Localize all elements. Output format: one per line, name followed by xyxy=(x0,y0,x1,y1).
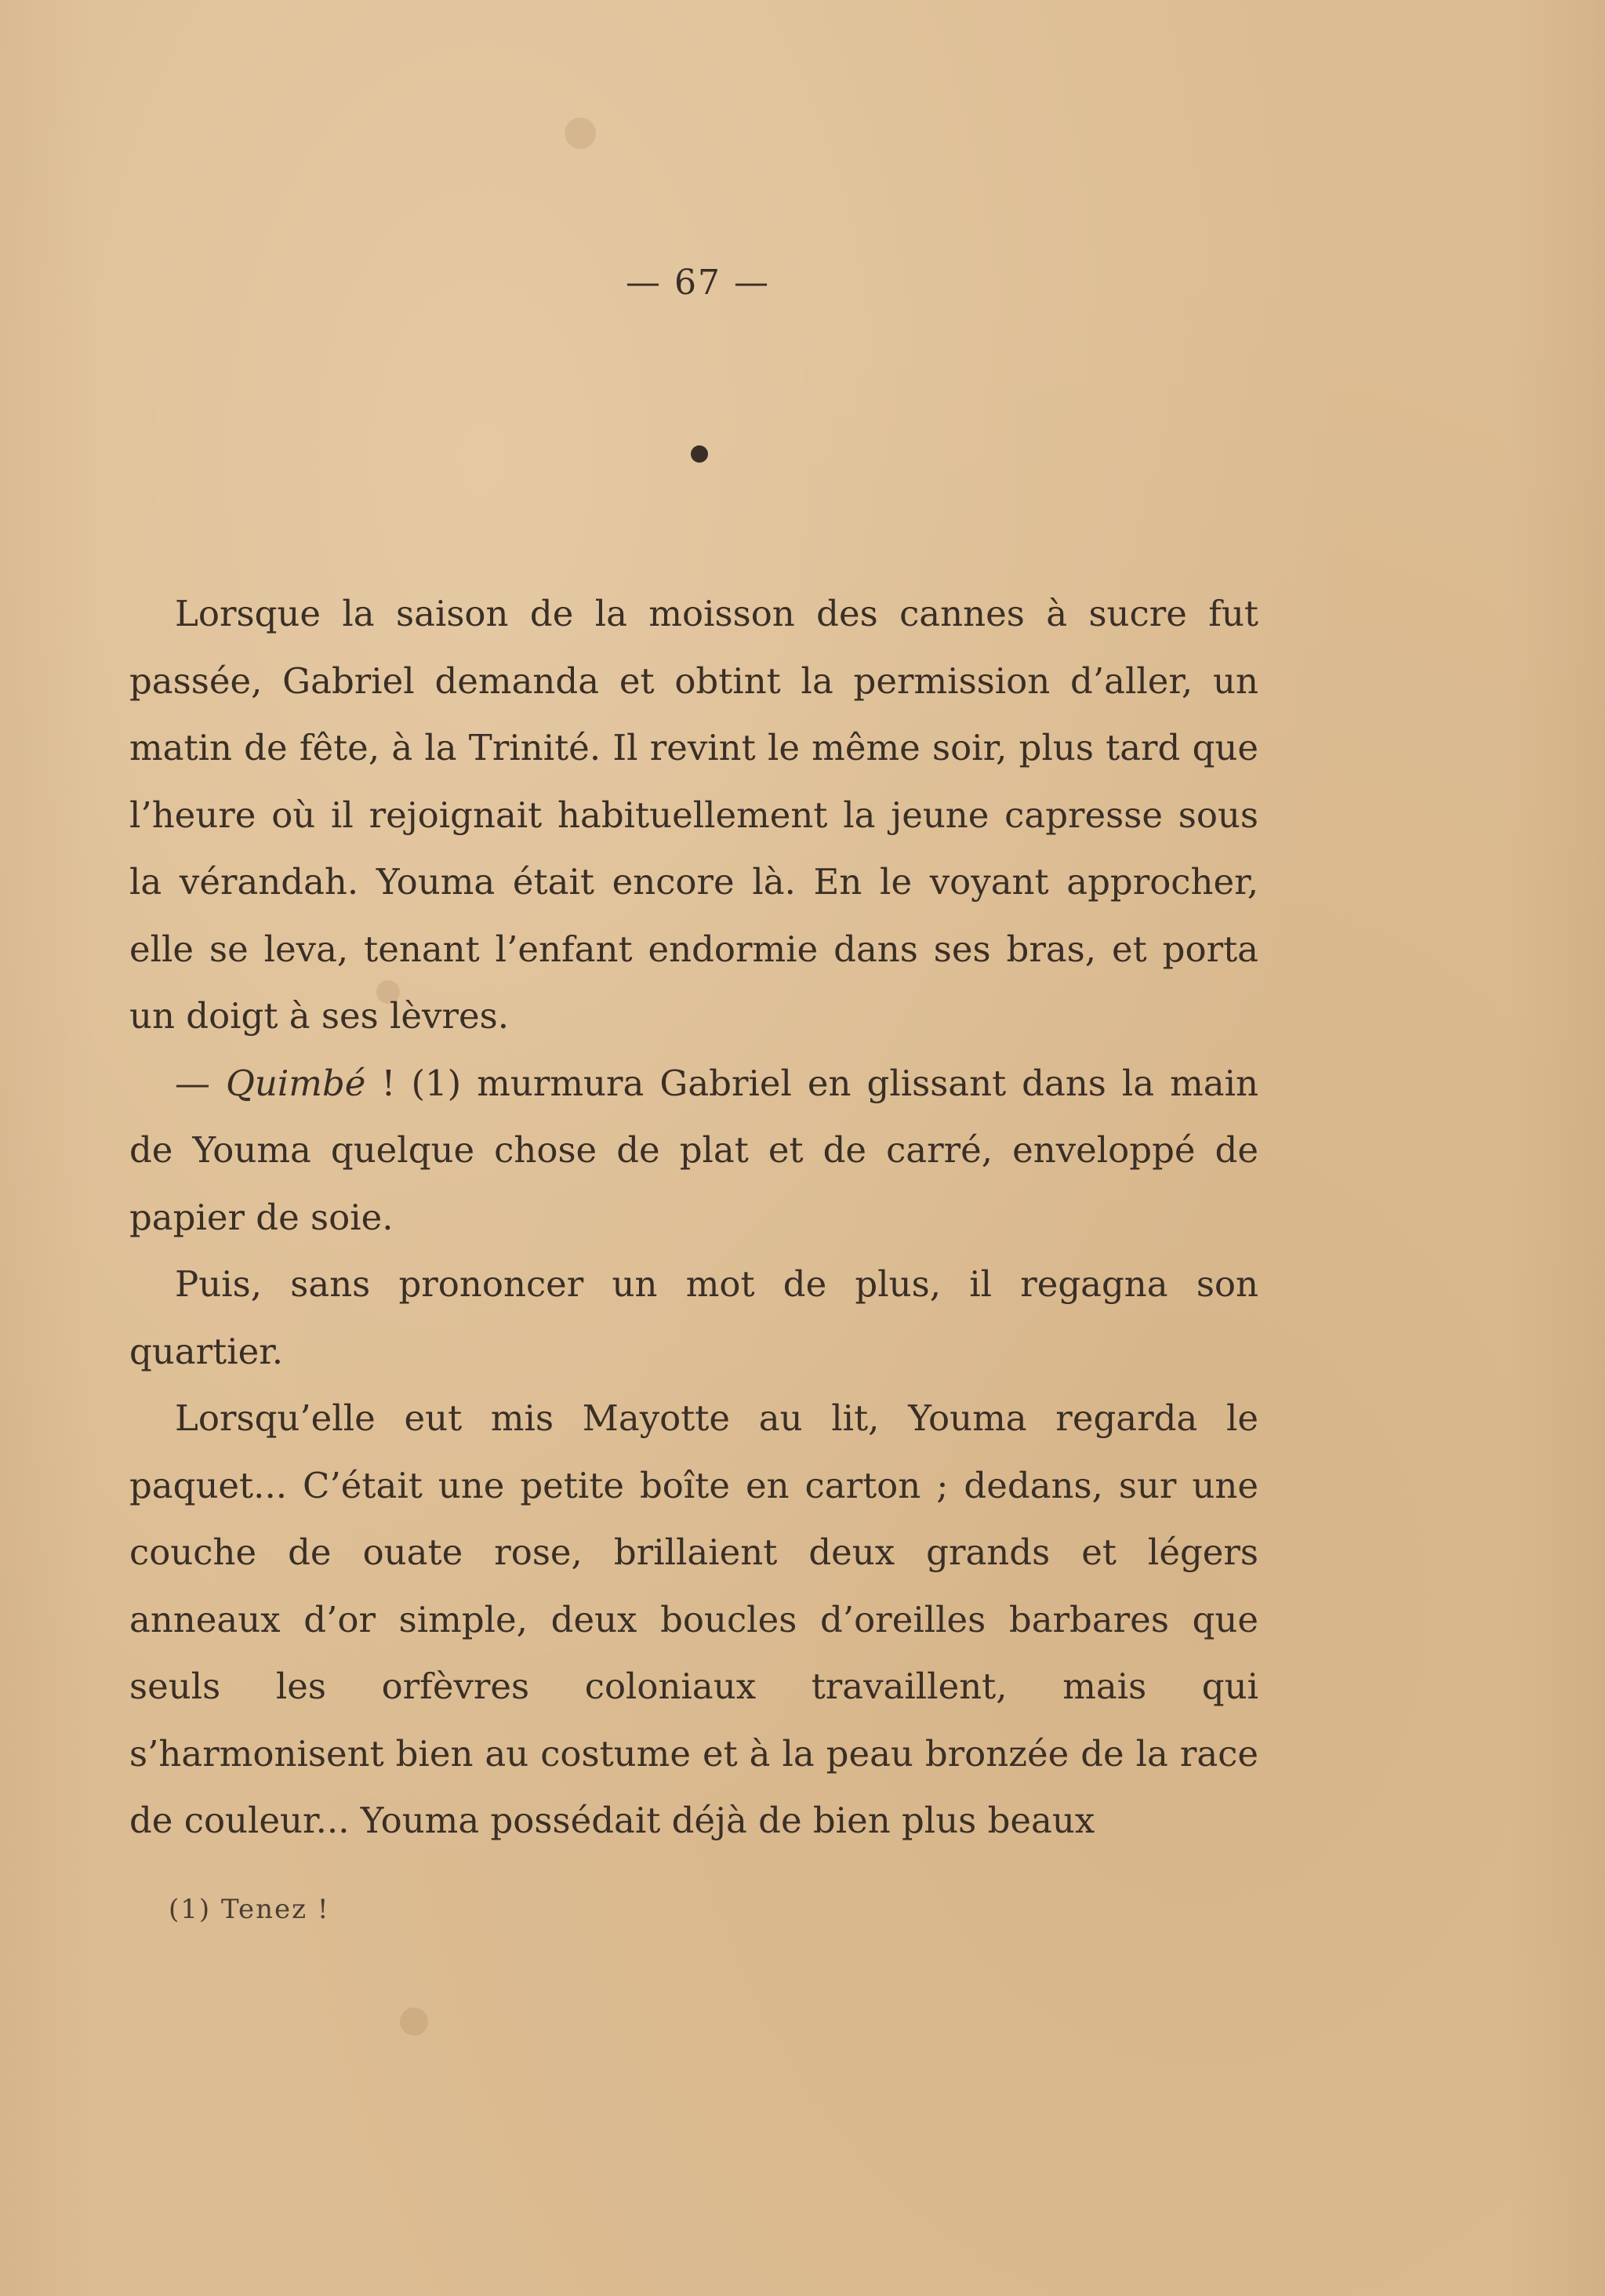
paragraph-2 xyxy=(129,1050,1258,1252)
page-number: — 67 — xyxy=(626,263,770,303)
paper-stain xyxy=(565,118,596,149)
footnote: (1) Tenez ! xyxy=(169,1894,330,1925)
dialogue-dash: — xyxy=(175,1062,227,1104)
filled-circle-icon xyxy=(691,445,708,463)
paper-stain xyxy=(400,2007,428,2036)
italic-word: Quimbé xyxy=(226,1062,366,1104)
paragraph-2-text: ! (1) murmura Gabriel en glissant dans la main de Youma quelque chose de plat et de carré, enveloppé de papier de soie. xyxy=(129,1062,1258,1238)
paragraph-3: Puis, sans prononcer un mot de plus, il regagna son quartier. xyxy=(129,1263,1258,1372)
paragraph-1: Lorsque la saison de la moisson des cannes à sucre fut passée, Gabriel demanda et obtint la permission d’aller, un matin de fête, à la Trinité. Il revint le même soir, plus tard que l’heure où il rejoignait habituellement la jeune capresse sous la vérandah. Youma était encore là. En le voyant approcher, elle se leva, tenant l’enfant endormie dans ses bras, et porta un doigt à ses lèvres. xyxy=(129,593,1258,1037)
body-text xyxy=(129,580,1258,1855)
paragraph-4: Lorsqu’elle eut mis Mayotte au lit, Youma regarda le paquet... C’était une petite boîte en carton ; dedans, sur une couche de ouate rose, brillaient deux grands et légers anneaux d’or simple, deux boucles d’oreilles barbares que seuls les orfèvres coloniaux travaillent, mais qui s’harmonisent bien au costume et à la peau bronzée de la race de couleur... Youma possédait déjà de bien plus beaux xyxy=(129,1397,1258,1841)
